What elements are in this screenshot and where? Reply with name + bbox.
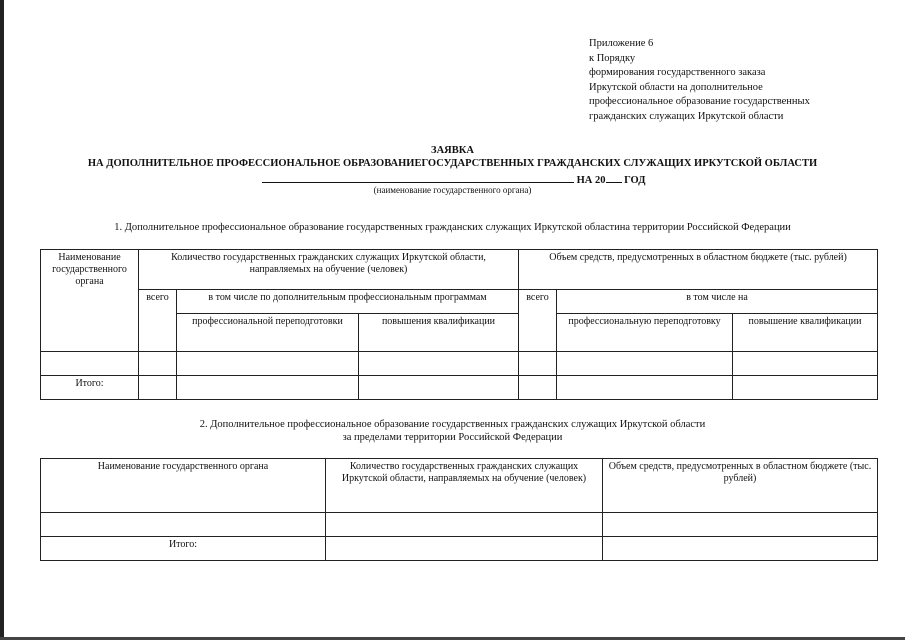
- table-cell[interactable]: [519, 352, 557, 376]
- appendix-line: формирования государственного заказа: [589, 67, 766, 79]
- appendix-line: к Порядку: [589, 52, 636, 64]
- total-label: Итого:: [41, 376, 139, 400]
- table-cell[interactable]: [733, 376, 878, 400]
- header-count-including: в том числе по дополнительным профессиональным программам: [177, 290, 519, 314]
- table-cell[interactable]: [603, 513, 878, 537]
- org-name-blank[interactable]: [262, 172, 574, 183]
- table-cell[interactable]: [519, 376, 557, 400]
- document-subtitle: НА ДОПОЛНИТЕЛЬНОЕ ПРОФЕССИОНАЛЬНОЕ ОБРАЗОВАНИЕГОСУДАРСТВЕННЫХ ГРАЖДАНСКИХ СЛУЖАЩИХ ИРКУТСКОЙ ОБЛАСТИ: [87, 158, 818, 169]
- table-cell[interactable]: [41, 513, 326, 537]
- header-budget-qualification: повышение квалификации: [733, 314, 878, 352]
- section1-table: [40, 249, 878, 400]
- table-row: [41, 513, 878, 537]
- scan-edge-left: [0, 0, 4, 640]
- table-cell[interactable]: [177, 352, 359, 376]
- header-count-qualification: повышения квалификации: [359, 314, 519, 352]
- table-cell[interactable]: [557, 352, 733, 376]
- header-budget: Объем средств, предусмотренных в областном бюджете (тыс. рублей): [603, 459, 878, 513]
- header-count: Количество государственных гражданских служащих Иркутской области, направляемых на обучение (человек): [139, 250, 519, 290]
- table-cell[interactable]: [359, 376, 519, 400]
- table-cell[interactable]: [139, 352, 177, 376]
- table-cell[interactable]: [139, 376, 177, 400]
- table-row: [41, 352, 878, 376]
- section1-heading: 1. Дополнительное профессиональное образование государственных гражданских служащих Иркутской областина территории Российской Федерации: [114, 222, 791, 233]
- org-caption: (наименование государственного органа): [373, 185, 532, 195]
- table-cell[interactable]: [326, 537, 603, 561]
- appendix-line: гражданских служащих Иркутской области: [589, 110, 784, 122]
- year-suffix: ГОД: [624, 175, 646, 186]
- appendix-line: профессиональное образование государственных: [589, 96, 810, 108]
- section2-table: [40, 458, 878, 561]
- table-cell[interactable]: [41, 352, 139, 376]
- appendix-line: Приложение 6: [589, 38, 654, 49]
- header-budget: Объем средств, предусмотренных в областном бюджете (тыс. рублей): [519, 250, 878, 290]
- header-budget-including: в том числе на: [557, 290, 878, 314]
- appendix-line: Иркутской области на дополнительное: [589, 81, 763, 93]
- total-label: Итого:: [41, 537, 326, 561]
- header-budget-retraining: профессиональную переподготовку: [557, 314, 733, 352]
- total-row: [41, 376, 878, 400]
- header-count: Количество государственных гражданских служащих Иркутской области, направляемых на обучение (человек): [326, 459, 603, 513]
- total-row: [41, 537, 878, 561]
- header-count-retraining: профессиональной переподготовки: [177, 314, 359, 352]
- table-cell[interactable]: [557, 376, 733, 400]
- header-budget-total: всего: [519, 290, 557, 352]
- table-cell[interactable]: [326, 513, 603, 537]
- section2-heading: 2. Дополнительное профессиональное образование государственных гражданских служащих Иркутской области: [199, 419, 706, 430]
- year-prefix: НА 20: [576, 175, 606, 186]
- org-year-line: [262, 172, 645, 186]
- table-cell[interactable]: [359, 352, 519, 376]
- document-title: ЗАЯВКА: [431, 145, 474, 156]
- header-org: Наименование государственного органа: [41, 250, 139, 352]
- appendix-note: [589, 37, 810, 125]
- table-cell[interactable]: [177, 376, 359, 400]
- header-count-total: всего: [139, 290, 177, 352]
- table-cell[interactable]: [733, 352, 878, 376]
- header-org: Наименование государственного органа: [41, 459, 326, 513]
- section2-heading-cont: за пределами территории Российской Федерации: [342, 432, 563, 443]
- table-cell[interactable]: [603, 537, 878, 561]
- year-blank[interactable]: [606, 172, 622, 183]
